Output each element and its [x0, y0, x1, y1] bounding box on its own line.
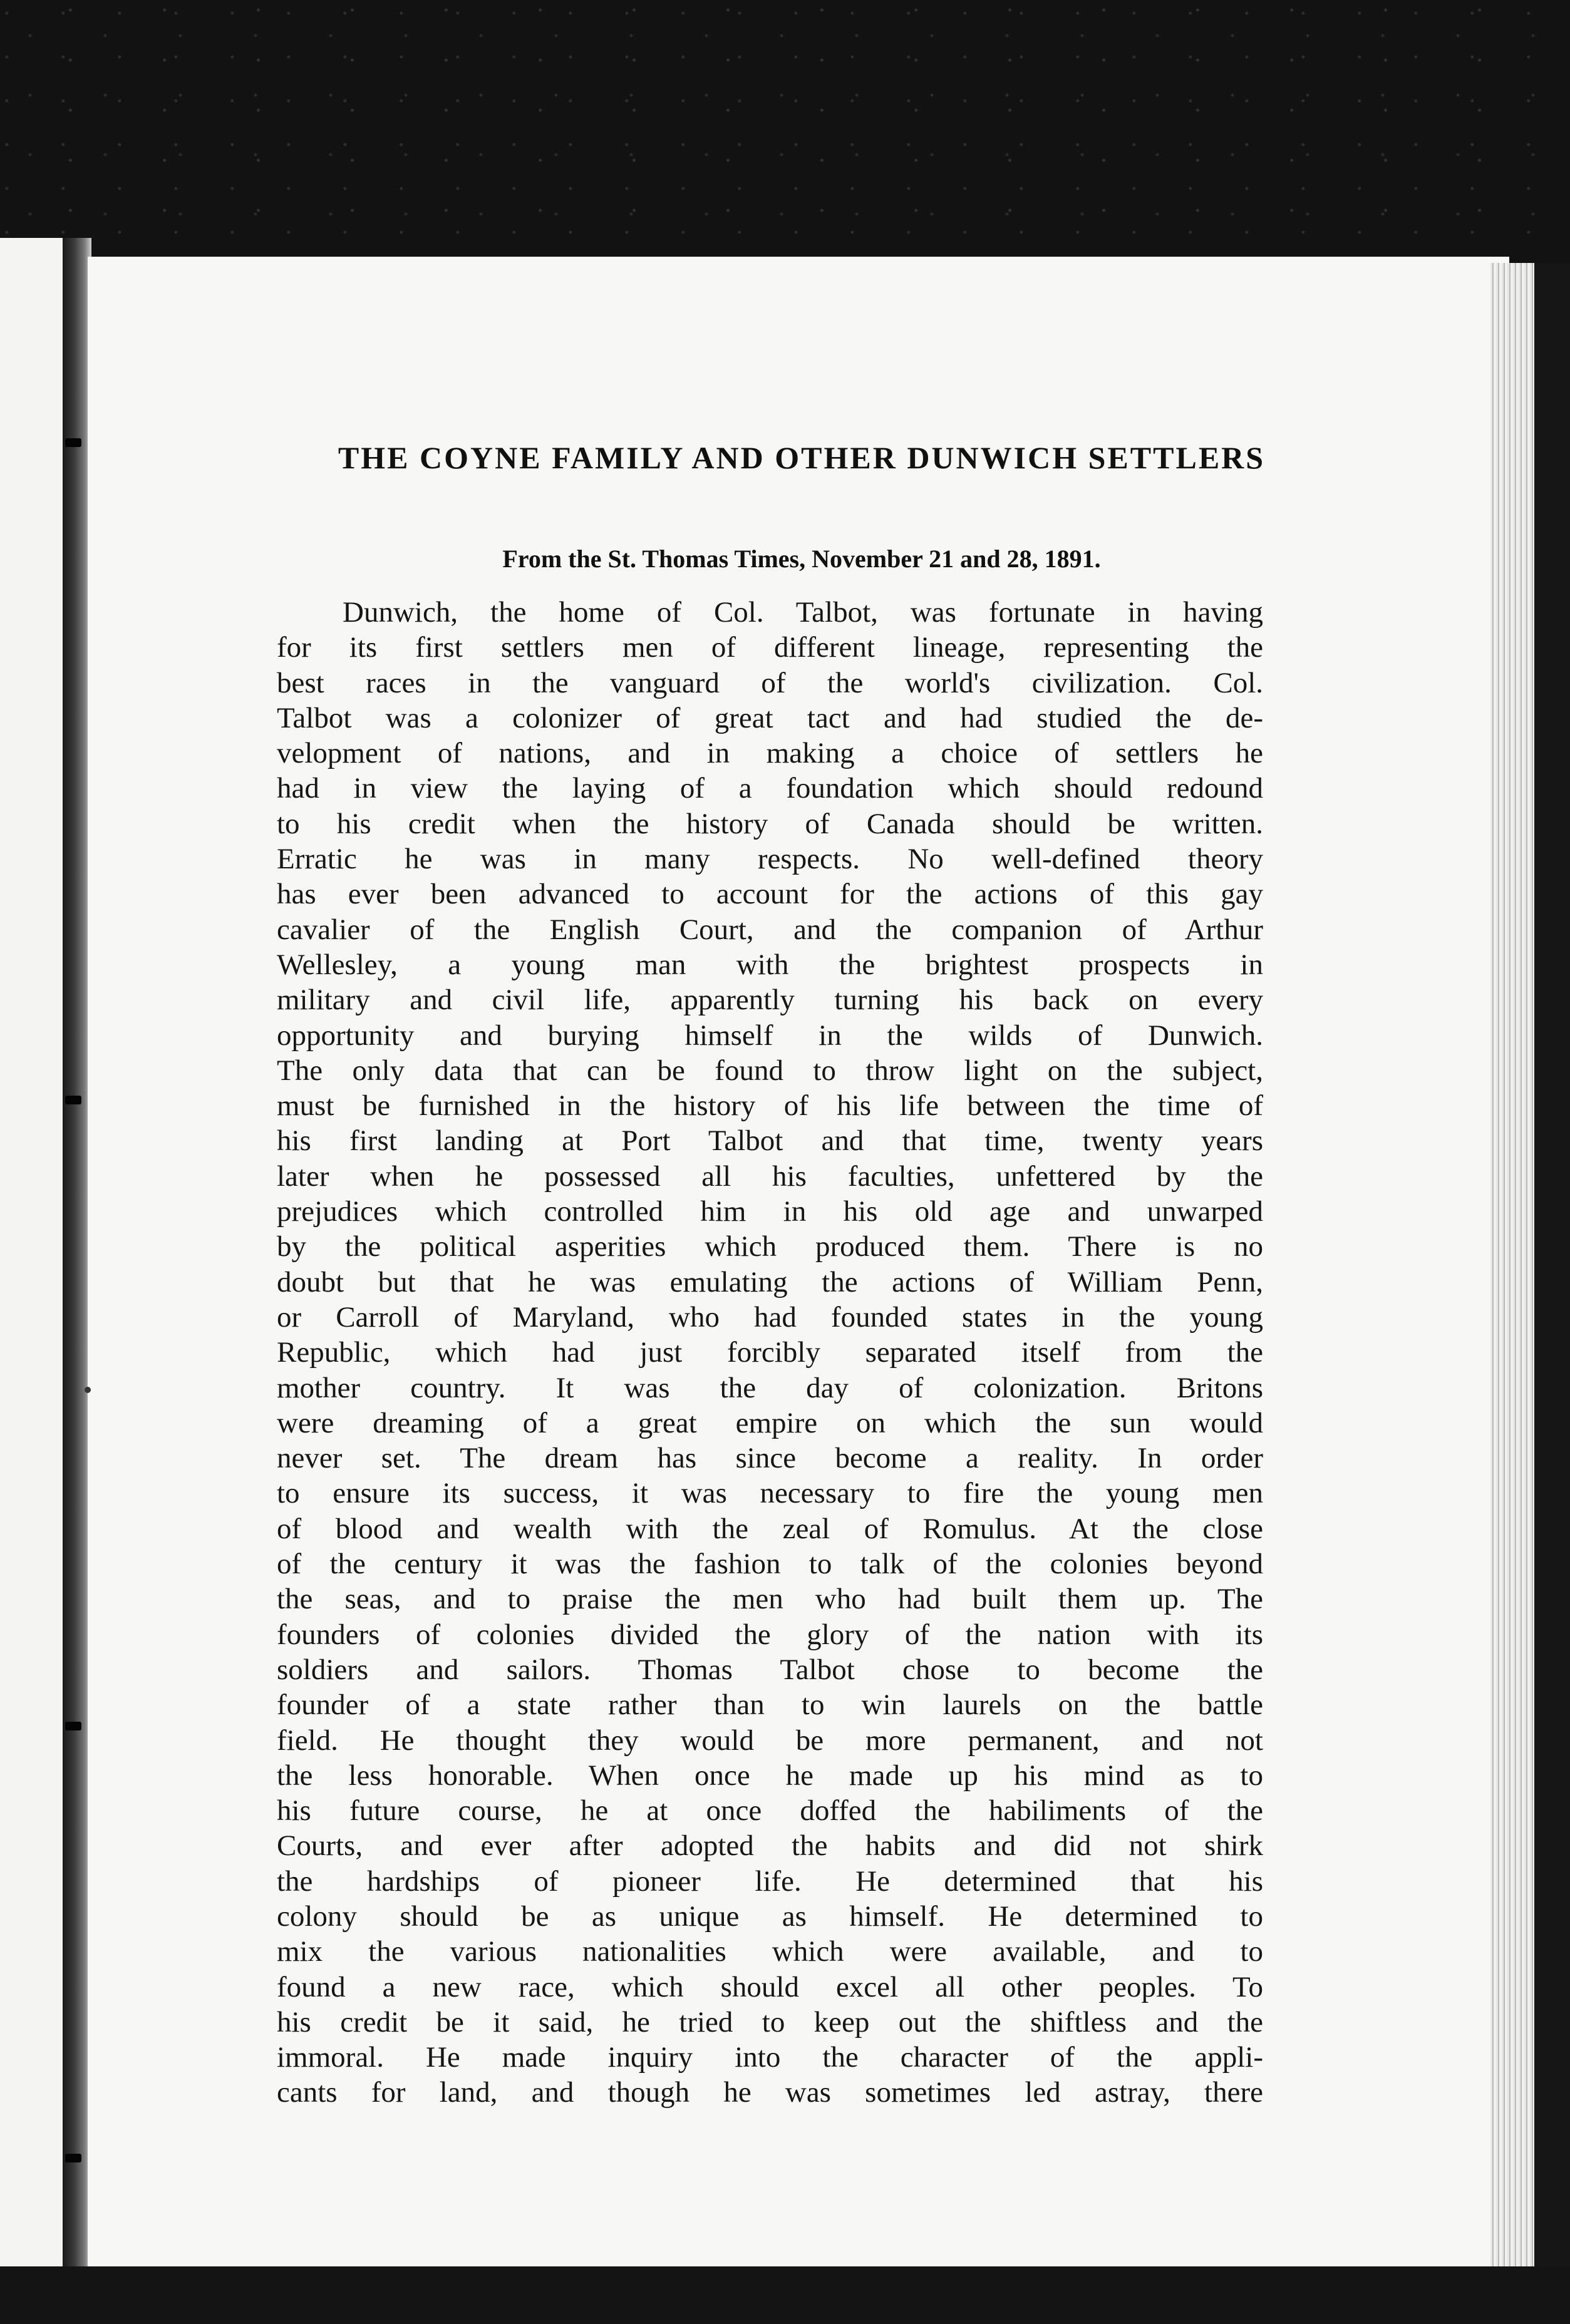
body-text-line: founders of colonies divided the glory of the nation with its — [277, 1618, 1263, 1651]
body-text-line: field. He thought they would be more permanent, and not — [277, 1724, 1263, 1757]
binding-stitch — [65, 1722, 81, 1730]
body-text-line: his first landing at Port Talbot and that time, twenty years — [277, 1124, 1263, 1158]
body-text-line: the hardships of pioneer life. He determined that his — [277, 1864, 1263, 1898]
body-text-line: colony should be as unique as himself. He determined to — [277, 1900, 1263, 1933]
body-text-line: Wellesley, a young man with the brightest prospects in — [277, 948, 1263, 981]
body-text-line: military and civil life, apparently turning his back on every — [277, 984, 1263, 1017]
body-text-line: mother country. It was the day of colonization. Britons — [277, 1371, 1263, 1404]
body-text-line: to his credit when the history of Canada should be written. — [277, 807, 1263, 840]
body-text-line: of blood and wealth with the zeal of Romulus. At the close — [277, 1512, 1263, 1545]
body-text-line: to ensure its success, it was necessary to fire the young men — [277, 1477, 1263, 1510]
body-text-line: immoral. He made inquiry into the character of the appli- — [277, 2041, 1263, 2074]
body-text-line: cavalier of the English Court, and the companion of Arthur — [277, 913, 1263, 946]
body-text-line: Republic, which had just forcibly separated itself from the — [277, 1336, 1263, 1369]
body-text-line: of the century it was the fashion to talk of the colonies beyond — [277, 1548, 1263, 1581]
body-text-line: Erratic he was in many respects. No well-defined theory — [277, 843, 1263, 876]
scan-background-top — [0, 0, 1570, 263]
body-text-line: soldiers and sailors. Thomas Talbot chose to become the — [277, 1653, 1263, 1686]
scan-background-bottom — [0, 2266, 1570, 2324]
body-text-line: Talbot was a colonizer of great tact and had studied the de- — [277, 701, 1263, 734]
body-text-line: later when he possessed all his faculties, unfettered by the — [277, 1159, 1263, 1193]
article-title: THE COYNE FAMILY AND OTHER DUNWICH SETTLERS — [338, 440, 1266, 475]
body-text-line: the seas, and to praise the men who had built them up. The — [277, 1583, 1263, 1616]
body-text-line: Dunwich, the home of Col. Talbot, was fortunate in having — [343, 596, 1263, 629]
body-text-line: by the political asperities which produced them. There is no — [277, 1230, 1263, 1263]
body-text-line: doubt but that he was emulating the actions of William Penn, — [277, 1265, 1263, 1298]
facing-page-edge — [0, 238, 68, 2273]
body-text-line: never set. The dream has since become a reality. In order — [277, 1442, 1263, 1475]
body-text-line: cants for land, and though he was sometimes led astray, there — [277, 2076, 1263, 2109]
page-stack-edge — [1490, 263, 1534, 2266]
article-body — [277, 595, 1263, 2111]
body-text-line: must be furnished in the history of his life between the time of — [277, 1089, 1263, 1123]
article-source: From the St. Thomas Times, November 21 and 28, 1891. — [502, 545, 1101, 573]
body-text-line: prejudices which controlled him in his old age and unwarped — [277, 1195, 1263, 1228]
body-text-line: his future course, he at once doffed the habiliments of the — [277, 1794, 1263, 1828]
body-text-line: velopment of nations, and in making a choice of settlers he — [277, 737, 1263, 770]
body-text-line: for its first settlers men of different lineage, representing the — [277, 631, 1263, 664]
body-text-line: found a new race, which should excel all other peoples. To — [277, 1970, 1263, 2003]
body-text-line: his credit be it said, he tried to keep out the shiftless and the — [277, 2005, 1263, 2039]
body-text-line: founder of a state rather than to win laurels on the battle — [277, 1689, 1263, 1722]
body-text-line: The only data that can be found to throw light on the subject, — [277, 1054, 1263, 1087]
margin-mark — [85, 1387, 91, 1393]
body-text-line: had in view the laying of a foundation which should redound — [277, 772, 1263, 805]
body-text-line: opportunity and burying himself in the wilds of Dunwich. — [277, 1019, 1263, 1052]
binding-stitch — [65, 438, 81, 447]
body-text-line: mix the various nationalities which were available, and to — [277, 1935, 1263, 1968]
body-text-line: the less honorable. When once he made up his mind as to — [277, 1759, 1263, 1792]
body-text-line: or Carroll of Maryland, who had founded states in the young — [277, 1300, 1263, 1334]
binding-stitch — [65, 2154, 81, 2162]
body-text-line: were dreaming of a great empire on which the sun would — [277, 1406, 1263, 1439]
body-text-line: best races in the vanguard of the world's civilization. Col. — [277, 666, 1263, 699]
binding-stitch — [65, 1096, 81, 1104]
body-text-line: has ever been advanced to account for the actions of this gay — [277, 878, 1263, 911]
body-text-line: Courts, and ever after adopted the habits and did not shirk — [277, 1829, 1263, 1863]
